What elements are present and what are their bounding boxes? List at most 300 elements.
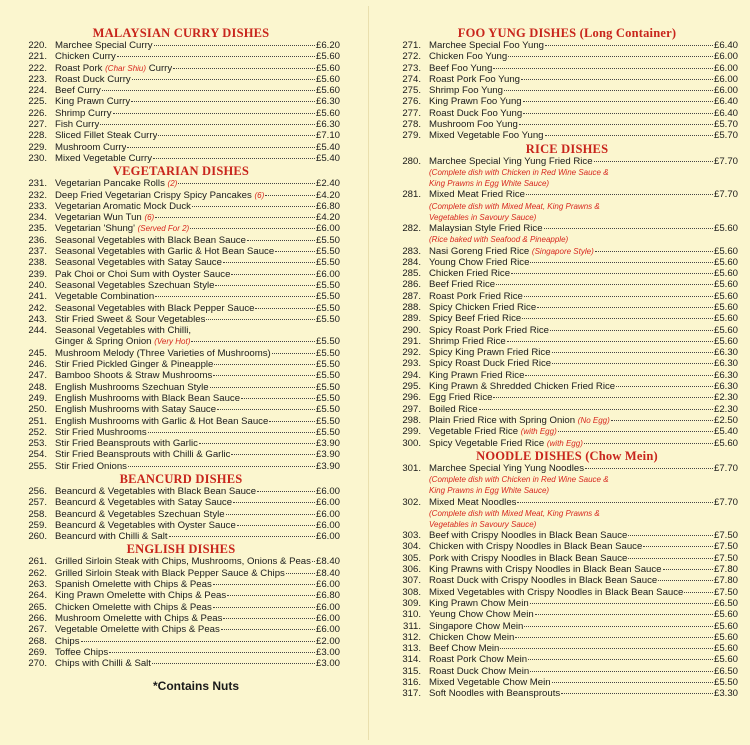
menu-item xyxy=(396,575,738,586)
item-price: £3.90 xyxy=(315,438,340,450)
item-number: 233. xyxy=(28,200,47,212)
item-name-group xyxy=(55,568,285,579)
item-number: 295. xyxy=(402,381,421,393)
item-number: 242. xyxy=(28,302,47,314)
item-number: 236. xyxy=(28,234,47,246)
item-name-group xyxy=(429,392,492,403)
item-number: 267. xyxy=(28,624,47,636)
menu-item xyxy=(22,142,340,153)
item-number: 235. xyxy=(28,223,47,235)
menu-item xyxy=(22,579,340,590)
dot-leader xyxy=(190,228,315,229)
dot-leader xyxy=(231,454,315,455)
menu-item xyxy=(22,461,340,472)
item-name: Vegetarian 'Shung' xyxy=(55,223,135,235)
item-number: 250. xyxy=(28,404,47,416)
item-price: £7.50 xyxy=(713,530,738,542)
item-name: Seasonal Vegetables with Black Bean Sauce xyxy=(55,234,246,246)
item-name: Chips xyxy=(55,635,80,647)
menu-item xyxy=(22,427,340,438)
item-price: £5.60 xyxy=(315,85,340,97)
item-number: 297. xyxy=(402,403,421,415)
item-number: 281. xyxy=(402,189,421,201)
item-name-group xyxy=(55,51,116,62)
menu-item xyxy=(396,497,738,508)
dot-leader xyxy=(257,491,315,492)
item-number: 263. xyxy=(28,579,47,591)
item-name: Roast Duck with Crispy Noodles in Black Bean Sauce xyxy=(429,575,658,587)
item-price: £6.00 xyxy=(315,223,340,235)
item-number: 271. xyxy=(402,40,421,51)
item-name: Marchee Special Ying Yung Fried Rice xyxy=(429,155,593,167)
item-note: (2) xyxy=(167,179,178,189)
item-price: £6.00 xyxy=(315,601,340,613)
menu-item xyxy=(22,130,340,141)
item-number: 221. xyxy=(28,51,47,63)
item-name: Beef Fried Rice xyxy=(429,279,496,291)
dot-leader xyxy=(233,502,315,503)
item-name: Beef Foo Yung xyxy=(429,62,493,74)
dot-leader xyxy=(255,308,315,309)
dot-leader xyxy=(611,420,713,421)
item-price: £7.50 xyxy=(713,552,738,564)
item-name: Bamboo Shoots & Straw Mushrooms xyxy=(55,370,213,382)
menu-item xyxy=(22,497,340,508)
item-price: £6.00 xyxy=(713,73,738,85)
item-price: £6.50 xyxy=(713,665,738,677)
item-name-group xyxy=(429,654,527,665)
item-number: 316. xyxy=(402,677,421,689)
menu-item xyxy=(22,336,340,347)
dot-leader xyxy=(215,285,315,286)
item-price: £5.60 xyxy=(713,313,738,325)
item-name-group xyxy=(429,119,518,130)
item-name-group xyxy=(55,235,246,246)
item-number: 275. xyxy=(402,85,421,97)
item-number: 220. xyxy=(28,40,47,51)
dot-leader xyxy=(493,397,713,398)
item-number: 286. xyxy=(402,279,421,291)
menu-item xyxy=(22,63,340,74)
item-name-group xyxy=(55,190,264,201)
menu-item xyxy=(22,40,340,51)
item-name-group xyxy=(55,602,212,613)
dot-leader xyxy=(213,375,315,376)
item-name: Malaysian Style Fried Rice xyxy=(429,223,543,235)
menu-section xyxy=(22,542,340,669)
item-price: £5.60 xyxy=(713,631,738,643)
item-number: 284. xyxy=(402,256,421,268)
menu-item xyxy=(22,531,340,542)
item-name: Vegetable Fried Rice xyxy=(429,426,519,438)
item-price: £6.00 xyxy=(713,62,738,74)
item-name: Chicken Fried Rice xyxy=(429,268,511,280)
menu-item xyxy=(396,381,738,392)
item-note: (Char Shiu) xyxy=(105,63,147,73)
item-name-group xyxy=(429,51,507,62)
menu-item xyxy=(396,677,738,688)
menu-item xyxy=(22,509,340,520)
item-name-group xyxy=(55,486,256,497)
item-name: Chicken Foo Yung xyxy=(429,51,508,63)
item-name-group xyxy=(55,291,154,302)
dot-leader xyxy=(552,363,713,364)
dot-leader xyxy=(585,468,713,469)
dot-leader xyxy=(537,307,713,308)
dot-leader xyxy=(524,626,713,627)
item-name-group xyxy=(55,142,126,153)
item-price: £2.30 xyxy=(713,392,738,404)
item-name: Beancurd & Vegetables Szechuan Style xyxy=(55,508,225,520)
dot-leader xyxy=(275,251,315,252)
item-note: (with Egg) xyxy=(520,427,557,437)
item-name: Deep Fried Vegetarian Crispy Spicy Pancakes xyxy=(55,189,252,201)
item-price: £6.30 xyxy=(713,347,738,359)
item-number: 276. xyxy=(402,96,421,108)
item-price: £5.60 xyxy=(713,654,738,666)
item-number: 265. xyxy=(28,601,47,613)
item-name: Toffee Chips xyxy=(55,646,109,658)
item-description: (Complete dish with Mixed Meat, King Prawns & xyxy=(429,201,600,211)
item-name-group xyxy=(429,553,627,564)
item-price: £8.40 xyxy=(315,567,340,579)
item-name-group xyxy=(55,393,240,404)
dot-leader xyxy=(206,319,315,320)
item-name: Beancurd & Vegetables with Satay Sauce xyxy=(55,497,233,509)
item-name: King Prawn & Shredded Chicken Fried Rice xyxy=(429,381,616,393)
dot-leader xyxy=(152,663,315,664)
menu-item xyxy=(22,280,340,291)
menu-item xyxy=(396,108,738,119)
item-name: Stir Fried Pickled Ginger & Pineapple xyxy=(55,359,214,371)
item-number: 249. xyxy=(28,392,47,404)
item-name-group xyxy=(55,636,80,647)
menu-item xyxy=(396,63,738,74)
item-price: £5.60 xyxy=(315,62,340,74)
item-name-group xyxy=(55,416,268,427)
item-name: Chicken Omelette with Chips & Peas xyxy=(55,601,212,613)
item-number: 237. xyxy=(28,246,47,258)
dot-leader xyxy=(525,375,713,376)
dot-leader xyxy=(153,158,315,159)
dot-leader xyxy=(241,398,315,399)
menu-item xyxy=(22,613,340,624)
dot-leader xyxy=(561,693,713,694)
item-name: Beancurd & Vegetables with Oyster Sauce xyxy=(55,519,236,531)
item-name: Pak Choi or Choi Sum with Oyster Sauce xyxy=(55,268,231,280)
item-price: £8.40 xyxy=(315,556,340,568)
item-name-group xyxy=(55,404,216,415)
item-name-group xyxy=(429,347,551,358)
menu-item xyxy=(22,438,340,449)
item-number: 304. xyxy=(402,541,421,553)
dot-leader xyxy=(113,113,315,114)
item-name-group xyxy=(55,201,191,212)
item-number: 272. xyxy=(402,51,421,63)
item-name-group xyxy=(55,348,271,359)
item-name: Stir Fried Mushrooms xyxy=(55,426,147,438)
item-price: £3.90 xyxy=(315,460,340,472)
item-note: (Singapore Style) xyxy=(531,246,594,256)
dot-leader xyxy=(523,113,713,114)
menu-item xyxy=(22,624,340,635)
item-name-suffix: Curry xyxy=(148,62,173,74)
item-name: Young Chow Fried Rice xyxy=(429,256,530,268)
item-name: Grilled Sirloin Steak with Chips, Mushrooms, Onions & Peas xyxy=(55,556,311,568)
dot-leader xyxy=(628,535,713,536)
item-name-group xyxy=(429,541,642,552)
item-name: Marchee Special Curry xyxy=(55,40,153,51)
item-name: Shrimp Fried Rice xyxy=(429,335,506,347)
menu-item xyxy=(22,404,340,415)
item-number: 306. xyxy=(402,564,421,576)
dot-leader xyxy=(594,161,713,162)
item-price: £6.00 xyxy=(713,85,738,97)
item-price: £5.60 xyxy=(713,290,738,302)
item-name: Stir Fried Sweet & Sour Vegetables xyxy=(55,313,206,325)
menu-item xyxy=(22,108,340,119)
item-name-group xyxy=(55,63,172,74)
menu-item xyxy=(396,130,738,141)
item-number: 274. xyxy=(402,73,421,85)
item-name: Egg Fried Rice xyxy=(429,392,493,404)
item-name: Shrimp Curry xyxy=(55,107,112,119)
menu-item xyxy=(22,370,340,381)
menu-item xyxy=(22,257,340,268)
left-column xyxy=(22,26,340,693)
item-name: Spicy Roast Pork Fried Rice xyxy=(429,324,549,336)
item-name: Yeung Chow Chow Mein xyxy=(429,609,534,621)
item-price: £5.50 xyxy=(315,347,340,359)
item-note: (6) xyxy=(254,190,265,200)
menu-item xyxy=(396,246,738,257)
item-number: 234. xyxy=(28,212,47,224)
menu-item xyxy=(396,438,738,449)
item-price: £6.30 xyxy=(713,369,738,381)
item-number: 254. xyxy=(28,449,47,461)
menu-item xyxy=(396,347,738,358)
item-name: Roast Duck Foo Yung xyxy=(429,107,523,119)
item-number: 310. xyxy=(402,609,421,621)
item-number: 303. xyxy=(402,530,421,542)
dot-leader xyxy=(117,56,315,57)
menu-item xyxy=(22,568,340,579)
dot-leader xyxy=(493,68,713,69)
item-name: Mixed Meat Noodles xyxy=(429,496,517,508)
item-number: 287. xyxy=(402,290,421,302)
item-name: Mixed Vegetables with Crispy Noodles in Black Bean Sauce xyxy=(429,586,684,598)
item-number: 298. xyxy=(402,414,421,426)
item-name: King Prawn Fried Rice xyxy=(429,369,525,381)
item-name: Chicken Chow Mein xyxy=(429,631,515,643)
item-number: 227. xyxy=(28,119,47,131)
item-name: Stir Fried Beansprouts with Chilli & Garlic xyxy=(55,449,231,461)
item-number: 296. xyxy=(402,392,421,404)
dot-leader xyxy=(658,580,713,581)
item-description: (Complete dish with Chicken in Red Wine Sauce & xyxy=(429,167,609,177)
item-number: 241. xyxy=(28,291,47,303)
dot-leader xyxy=(269,421,315,422)
item-price: £5.60 xyxy=(713,437,738,449)
menu-item xyxy=(22,520,340,531)
dot-leader xyxy=(102,90,315,91)
dot-leader xyxy=(192,206,315,207)
item-name: English Mushrooms with Black Bean Sauce xyxy=(55,392,241,404)
section-title: MALAYSIAN CURRY DISHES xyxy=(92,26,270,40)
item-price: £3.30 xyxy=(713,688,738,700)
item-name: Nasi Goreng Fried Rice xyxy=(429,245,530,257)
item-description: King Prawns in Egg White Sauce) xyxy=(429,486,550,496)
item-name: Sliced Fillet Steak Curry xyxy=(55,130,158,142)
menu-item xyxy=(22,223,340,234)
dot-leader xyxy=(530,671,713,672)
dot-leader xyxy=(128,466,315,467)
item-name-group xyxy=(55,556,311,567)
item-name: Chicken with Crispy Noodles in Black Bean Sauce xyxy=(429,541,643,553)
item-price: £5.60 xyxy=(315,107,340,119)
dot-leader xyxy=(523,101,713,102)
item-name-group xyxy=(429,291,523,302)
item-name-group xyxy=(429,370,524,381)
item-number: 290. xyxy=(402,324,421,336)
item-number: 223. xyxy=(28,73,47,85)
item-name-group xyxy=(429,358,551,369)
item-number: 261. xyxy=(28,556,47,568)
dot-leader xyxy=(663,569,713,570)
item-name: Roast Pork xyxy=(55,62,103,74)
item-name-group xyxy=(429,189,525,200)
dot-leader xyxy=(595,251,713,252)
menu-item xyxy=(396,51,738,62)
item-number: 308. xyxy=(402,586,421,598)
item-name: English Mushrooms with Garlic & Hot Bean Sauce xyxy=(55,415,269,427)
item-number: 305. xyxy=(402,552,421,564)
item-number: 282. xyxy=(402,223,421,235)
item-name-group xyxy=(429,246,594,257)
menu-section xyxy=(396,142,738,449)
item-price: £5.50 xyxy=(315,392,340,404)
dot-leader xyxy=(286,573,315,574)
item-price: £6.30 xyxy=(315,96,340,108)
item-name: King Prawn Omelette with Chips & Peas xyxy=(55,590,227,602)
item-number: 222. xyxy=(28,62,47,74)
menu-item xyxy=(396,96,738,107)
dot-leader xyxy=(519,124,713,125)
item-price: £7.50 xyxy=(713,586,738,598)
section-title: VEGETARIAN DISHES xyxy=(112,164,250,179)
item-price: £5.60 xyxy=(713,324,738,336)
section-title: ENGLISH DISHES xyxy=(126,542,236,557)
item-number: 307. xyxy=(402,575,421,587)
item-name-group xyxy=(429,666,529,677)
item-price: £5.50 xyxy=(315,415,340,427)
dot-leader xyxy=(178,183,315,184)
item-name-group xyxy=(429,257,529,268)
item-name-group xyxy=(55,178,177,189)
menu-item xyxy=(22,314,340,325)
menu-section xyxy=(22,472,340,542)
dot-leader xyxy=(312,561,315,562)
dot-leader xyxy=(544,228,713,229)
item-number: 277. xyxy=(402,107,421,119)
item-price: £6.50 xyxy=(713,597,738,609)
dot-leader xyxy=(210,387,315,388)
item-price: £5.50 xyxy=(315,257,340,269)
menu-section xyxy=(396,449,738,700)
menu-item xyxy=(22,325,340,336)
menu-item xyxy=(22,246,340,257)
menu-item xyxy=(22,449,340,460)
section-title: NOODLE DISHES (Chow Mein) xyxy=(476,448,658,463)
item-name-group xyxy=(429,530,627,541)
item-price: £7.50 xyxy=(713,541,738,553)
item-number: 285. xyxy=(402,268,421,280)
item-price: £5.50 xyxy=(315,279,340,291)
dot-leader xyxy=(684,592,713,593)
item-number: 291. xyxy=(402,335,421,347)
item-price: £6.80 xyxy=(315,590,340,602)
dot-leader xyxy=(545,45,713,46)
item-name-group xyxy=(429,279,495,290)
item-price: £5.40 xyxy=(315,152,340,164)
item-name: Beancurd with Chilli & Salt xyxy=(55,531,168,543)
item-number: 311. xyxy=(403,620,421,632)
item-name: Beef Curry xyxy=(55,85,101,97)
menu-item xyxy=(396,85,738,96)
item-name-group xyxy=(429,223,543,234)
item-number: 279. xyxy=(402,130,421,142)
menu-item xyxy=(22,393,340,404)
item-name: Seasonal Vegetables Szechuan Style xyxy=(55,279,215,291)
menu-item xyxy=(396,74,738,85)
item-number: 294. xyxy=(402,369,421,381)
item-number: 243. xyxy=(28,313,47,325)
item-name: Beef Chow Mein xyxy=(429,643,500,655)
dot-leader xyxy=(221,629,315,630)
item-name: Spicy King Prawn Fried Rice xyxy=(429,347,551,359)
item-price: £5.60 xyxy=(713,335,738,347)
menu-item xyxy=(396,358,738,369)
item-name-group xyxy=(55,314,205,325)
item-name: Mixed Meat Fried Rice xyxy=(429,189,525,201)
item-name-group xyxy=(55,153,152,164)
item-name-group xyxy=(55,74,131,85)
menu-item xyxy=(396,666,738,677)
menu-section xyxy=(22,164,340,472)
menu-item xyxy=(22,153,340,164)
item-price: £6.40 xyxy=(713,96,738,108)
item-price: £2.40 xyxy=(315,178,340,190)
item-number: 244. xyxy=(28,325,47,337)
dot-leader xyxy=(517,502,713,503)
item-name: Vegetarian Aromatic Mock Duck xyxy=(55,200,191,212)
item-number: 273. xyxy=(402,62,421,74)
item-name-group xyxy=(429,575,657,586)
item-name-group xyxy=(429,313,521,324)
menu-item xyxy=(396,587,738,598)
menu-item xyxy=(22,96,340,107)
dot-leader xyxy=(507,341,713,342)
menu-item xyxy=(396,392,738,403)
item-price: £7.70 xyxy=(713,155,738,167)
item-number: 309. xyxy=(402,597,421,609)
item-price: £5.60 xyxy=(713,256,738,268)
item-price: £5.50 xyxy=(315,404,340,416)
item-name: Seasonal Vegetables with Satay Sauce xyxy=(55,257,222,269)
item-name: Roast Pork Chow Mein xyxy=(429,654,528,666)
item-name: Vegetable Omelette with Chips & Peas xyxy=(55,624,220,636)
item-number: 255. xyxy=(28,460,47,472)
